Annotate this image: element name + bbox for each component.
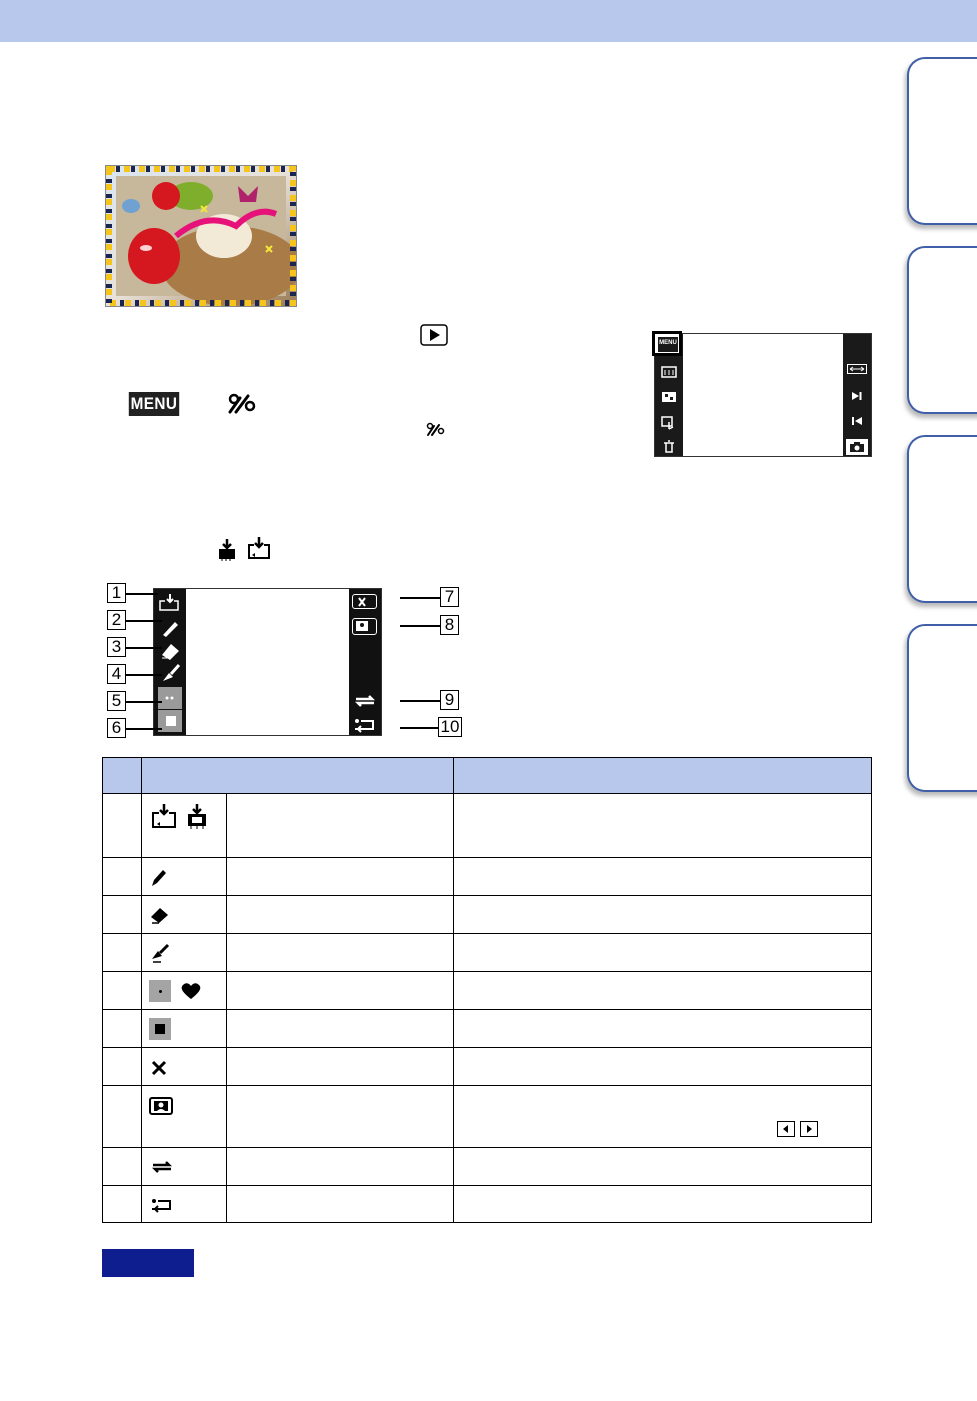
callout-5: 5: [107, 691, 126, 711]
callout-line: [400, 727, 440, 729]
callout-line: [126, 701, 162, 703]
paint-screen-diagram: [153, 588, 382, 736]
page-header-bar: [0, 0, 977, 42]
callout-8: 8: [440, 615, 459, 635]
camera-left-bar: [655, 334, 683, 456]
camera-right-bar: [843, 334, 871, 456]
side-tab-index[interactable]: [907, 624, 977, 792]
save-icon: [246, 535, 272, 561]
side-tab-table-of-contents[interactable]: [907, 57, 977, 225]
callout-line: [400, 597, 440, 599]
rotate-tool-icon[interactable]: [353, 693, 377, 709]
save-icon: [150, 802, 178, 830]
slideshow-icon[interactable]: [661, 416, 677, 430]
stamp-tool-icon[interactable]: [159, 663, 181, 683]
swipe-icon[interactable]: [847, 364, 867, 374]
callout-line: [126, 674, 162, 676]
callout-2: 2: [107, 610, 126, 630]
frame-icon: [149, 1097, 173, 1117]
stamp-icon: [149, 943, 171, 963]
paint-left-toolbar: [154, 589, 186, 735]
next-icon[interactable]: [851, 391, 863, 401]
callout-7: 7: [440, 587, 459, 607]
table-border: [102, 757, 872, 1223]
pen-size-icon: [149, 980, 171, 1002]
heart-icon: [180, 982, 202, 1000]
save-card-icon: [185, 802, 209, 830]
color-icon: [149, 1018, 171, 1040]
side-tab-menu-settings-search[interactable]: [907, 435, 977, 603]
paint-mode-icon: [226, 390, 256, 416]
cancel-icon: [151, 1060, 167, 1076]
frame-tool[interactable]: [352, 618, 377, 635]
calendar-icon[interactable]: [661, 366, 677, 378]
callout-line: [126, 593, 158, 595]
camera-menu-button[interactable]: [652, 331, 682, 356]
callout-3: 3: [107, 637, 126, 657]
save-card-icon: [216, 537, 238, 561]
callout-4: 4: [107, 664, 126, 684]
paint-tools-table: [102, 757, 872, 1223]
callout-6: 6: [107, 718, 126, 738]
paint-mode-small-icon: [425, 421, 445, 437]
callout-line: [126, 620, 162, 622]
pen-icon: [150, 868, 168, 888]
menu-badge: MENU: [129, 392, 179, 416]
callout-10: 10: [438, 717, 462, 737]
camera-mode-button[interactable]: [846, 439, 868, 455]
callout-line: [126, 647, 162, 649]
index-icon[interactable]: [661, 391, 677, 403]
note-badge: [102, 1249, 194, 1277]
camera-menu-screen: [654, 333, 872, 457]
delete-icon[interactable]: [661, 440, 677, 454]
callout-line: [400, 700, 440, 702]
left-arrow-button-icon: [777, 1121, 795, 1137]
right-arrow-button-icon: [800, 1121, 818, 1137]
playback-button-icon: [420, 324, 448, 346]
paint-right-toolbar: [349, 589, 381, 735]
eraser-icon: [149, 905, 171, 925]
pen-tool-icon[interactable]: [160, 619, 180, 637]
pen-size-tool[interactable]: [158, 687, 182, 709]
undo-icon: [150, 1196, 174, 1214]
eraser-tool-icon[interactable]: [159, 641, 181, 661]
callout-line: [400, 625, 440, 627]
side-tab-operation-search[interactable]: [907, 246, 977, 414]
callout-1: 1: [107, 583, 126, 603]
previous-icon[interactable]: [851, 416, 863, 426]
save-tool-icon[interactable]: [158, 594, 180, 612]
camera-icon: [850, 442, 864, 452]
rotate-icon: [150, 1158, 174, 1176]
callout-line: [126, 728, 162, 730]
cancel-tool[interactable]: [352, 594, 377, 609]
callout-9: 9: [440, 690, 459, 710]
camera-menu-label: MENU: [657, 336, 679, 353]
undo-tool-icon[interactable]: [353, 717, 377, 733]
paint-sample-photo: [105, 165, 297, 307]
